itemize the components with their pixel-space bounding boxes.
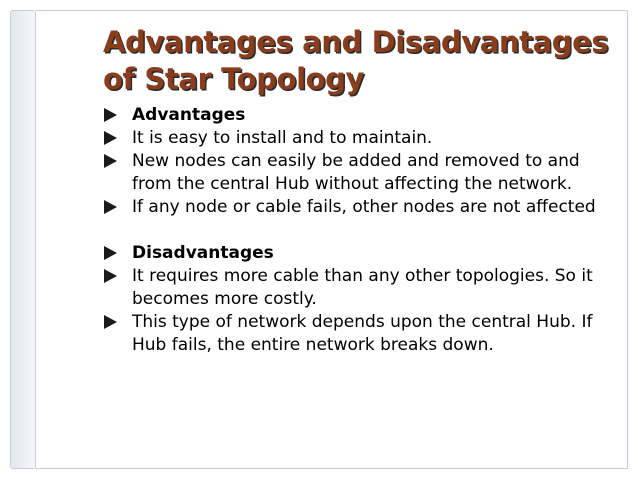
advantage-item-text: If any node or cable fails, other nodes are not affected <box>132 197 596 217</box>
advantages-heading-text: Advantages <box>132 105 246 125</box>
slide-content <box>104 104 624 357</box>
disadvantage-item-text: This type of network depends upon the central Hub. If Hub fails, the entire network breaks down. <box>132 312 593 355</box>
bullet-icon <box>104 108 117 122</box>
advantage-item <box>104 196 624 219</box>
slide-left-border <box>10 10 36 469</box>
advantages-heading <box>104 104 624 127</box>
bullet-icon <box>104 131 117 145</box>
slide-bottom-rule <box>36 468 628 469</box>
disadvantage-item <box>104 265 624 311</box>
disadvantages-heading <box>104 242 624 265</box>
bullet-icon <box>104 246 117 260</box>
bullet-icon <box>104 269 117 283</box>
advantage-item <box>104 127 624 150</box>
disadvantage-item <box>104 311 624 357</box>
slide-title-line-1: Advantages and Disadvantages <box>103 25 609 59</box>
bullet-icon <box>104 154 117 168</box>
disadvantage-item-text: It requires more cable than any other topologies. So it becomes more costly. <box>132 266 593 309</box>
bullet-icon <box>104 200 117 214</box>
slide-title-line-2: of Star Topology <box>103 62 365 96</box>
section-gap <box>104 219 624 242</box>
advantage-item <box>104 150 624 196</box>
slide-right-rule <box>627 10 628 469</box>
slide-title <box>103 24 623 98</box>
disadvantages-heading-text: Disadvantages <box>132 243 274 263</box>
bullet-icon <box>104 315 117 329</box>
advantage-item-text: It is easy to install and to maintain. <box>132 128 433 148</box>
advantage-item-text: New nodes can easily be added and removed to and from the central Hub without affecting the network. <box>132 151 580 194</box>
slide-top-rule <box>36 10 628 11</box>
